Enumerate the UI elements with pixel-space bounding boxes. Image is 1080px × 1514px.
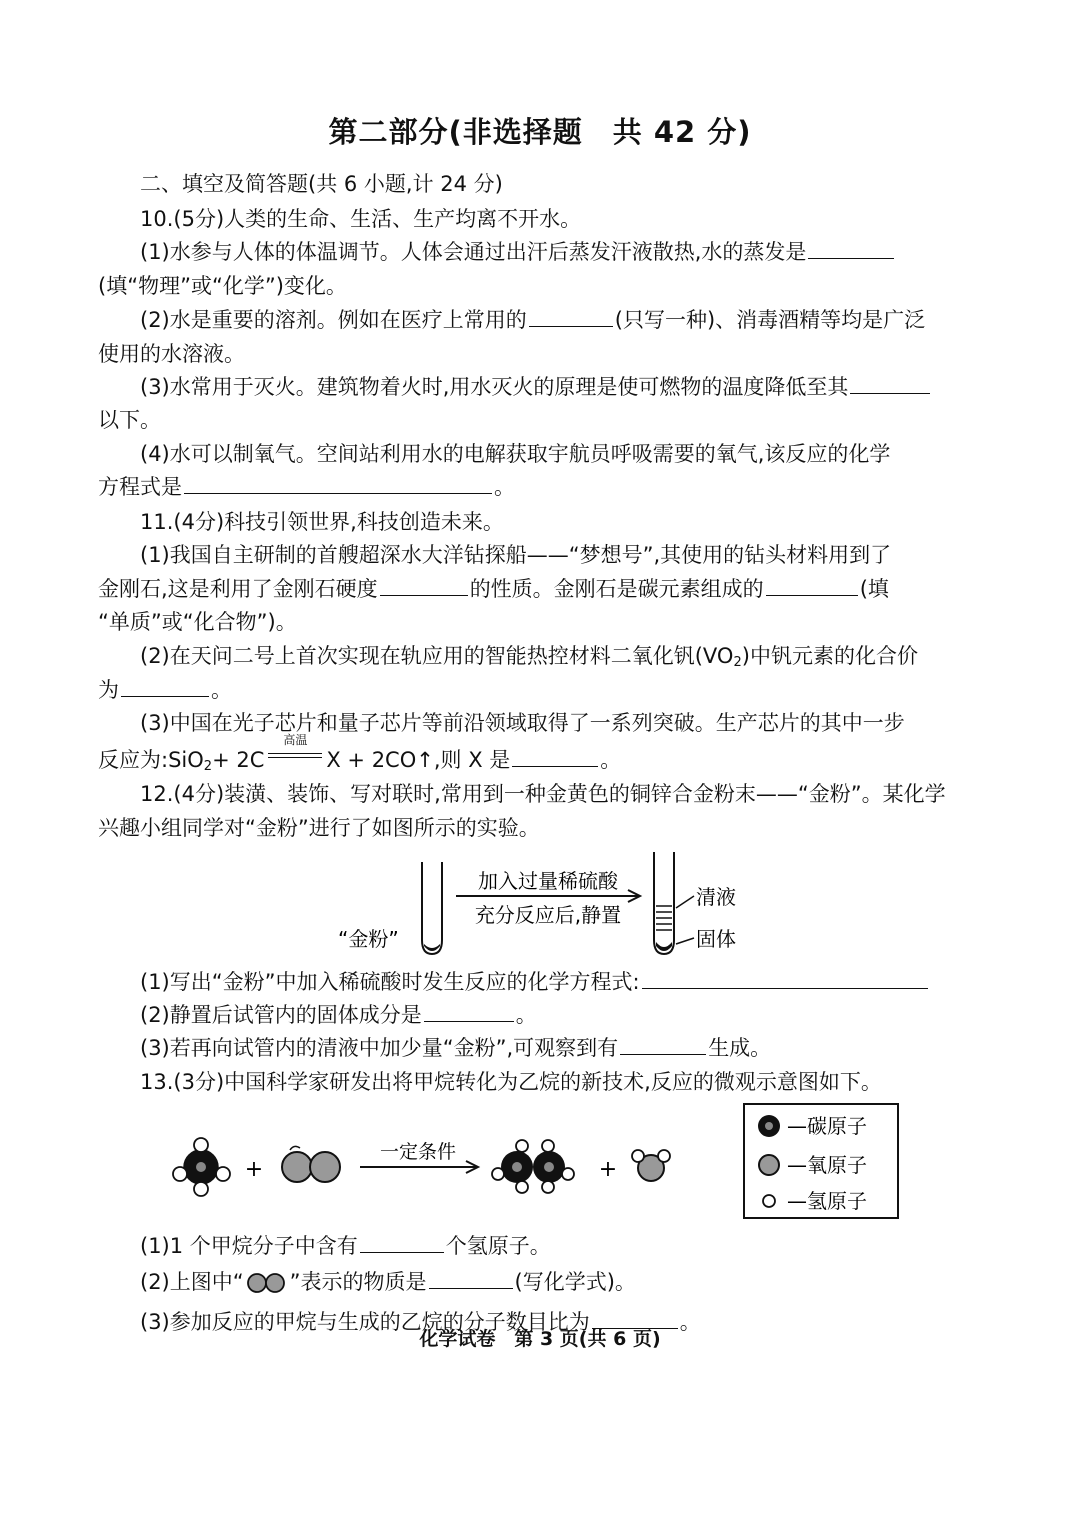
q13-p1-text-b: 个氢原子。 [445, 1234, 551, 1258]
water-molecule [632, 1150, 670, 1181]
q13-p2-text-c: (写化学式)。 [514, 1270, 636, 1294]
q11-p2-period: 。 [211, 678, 232, 702]
label-clear-liquid: 清液 [696, 885, 736, 909]
q10-p3-line2: 以下。 [98, 408, 161, 432]
q11-p3-subscript: 2 [203, 759, 213, 774]
page-footer: 化学试卷 第 3 页(共 6 页) [419, 1328, 661, 1350]
q13-p2-text-b: ”表示的物质是 [289, 1270, 427, 1294]
plus-sign-1: + [244, 1157, 264, 1182]
inline-oxygen-molecule-icon [244, 1271, 290, 1293]
q10-stem: 10.(5分)人类的生命、生活、生产均离不开水。 [140, 207, 582, 231]
q11-p3-line1: (3)中国在光子芯片和量子芯片等前沿领域取得了一系列突破。生产芯片的其中一步 [140, 711, 905, 735]
q11-p1-line3: “单质”或“化合物”)。 [98, 610, 297, 634]
q10-p4-text: 方程式是 [98, 475, 182, 499]
q11-p1-text-b: 的性质。金刚石是碳元素组成的 [469, 577, 764, 601]
q13-stem: 13.(3分)中国科学家研发出将甲烷转化为乙烷的新技术,反应的微观示意图如下。 [140, 1070, 882, 1094]
q10-p1-text: (1)水参与人体的体温调节。人体会通过出汗后蒸发汗液散热,水的蒸发是 [140, 240, 807, 264]
q12-p2-period: 。 [515, 1003, 537, 1027]
q12-p3-text: (3)若再向试管内的清液中加少量“金粉”,可观察到有 [140, 1036, 619, 1060]
q11-p3-text-a: 反应为:SiO [98, 748, 204, 772]
plus-sign-2: + [598, 1157, 618, 1182]
ethane-molecule [492, 1140, 574, 1193]
q11-p2-subscript: 2 [733, 655, 742, 670]
arrow-bottom-label: 充分反应后,静置 [474, 903, 622, 927]
section-header: 二、填空及简答题(共 6 小题,计 24 分) [140, 172, 503, 196]
q12-p1-text: (1)写出“金粉”中加入稀硫酸时发生反应的化学方程式: [140, 970, 640, 994]
legend-hydrogen-icon [763, 1195, 775, 1207]
legend-carbon-label: —碳原子 [787, 1114, 867, 1138]
q11-p2-text-b: )中钒元素的化合价 [741, 644, 918, 668]
q11-p3-text-c: X + 2CO↑,则 X 是 [326, 748, 511, 772]
q13-p2 [140, 1268, 636, 1296]
q10-p1-line2: (填“物理”或“化学”)变化。 [98, 274, 347, 298]
q13-p1-text: (1)1 个甲烷分子中含有 [140, 1234, 358, 1258]
q11-p1-text-c: (填 [859, 577, 889, 601]
q12-stem-line2: 兴趣小组同学对“金粉”进行了如图所示的实验。 [98, 816, 540, 840]
q12-stem-line1: 12.(4分)装潢、装饰、写对联时,常用到一种金黄色的铜锌合金粉末——“金粉”。某化学 [140, 782, 946, 806]
q11-p1-line1: (1)我国自主研制的首艘超深水大洋钻探船——“梦想号”,其使用的钻头材料用到了 [140, 543, 892, 567]
q10-p2-text-b: (只写一种)、消毒酒精等均是广泛 [614, 308, 926, 332]
legend-oxygen-icon [759, 1155, 779, 1175]
q11-stem: 11.(4分)科技引领世界,科技创造未来。 [140, 510, 504, 534]
oxygen-molecule [282, 1146, 340, 1182]
q11-p3-period: 。 [600, 748, 622, 772]
q10-p2-text-a: (2)水是重要的溶剂。例如在医疗上常用的 [140, 308, 527, 332]
q13-blank-2[interactable] [429, 1268, 513, 1289]
legend-hydrogen-label: —氢原子 [787, 1189, 867, 1213]
q13-p3-text: (3)参加反应的甲烷与生成的乙烷的分子数目比为 [140, 1310, 590, 1334]
legend-oxygen-label: —氧原子 [787, 1153, 867, 1177]
condition-label: 一定条件 [379, 1141, 457, 1163]
q13-p2-text-a: (2)上图中“ [140, 1270, 244, 1294]
q13-p1 [140, 1232, 551, 1260]
q10-p4-line1: (4)水可以制氧气。空间站利用水的电解获取宇航员呼吸需要的氧气,该反应的化学 [140, 442, 891, 466]
q10-p4-period: 。 [494, 475, 515, 499]
q13-p3-period: 。 [679, 1310, 701, 1334]
q10-p3-text: (3)水常用于灭火。建筑物着火时,用水灭火的原理是使可燃物的温度降低至其 [140, 375, 849, 399]
q11-p2-text-c: 为 [98, 678, 119, 702]
q12-p3-text-b: 生成。 [708, 1036, 772, 1060]
q11-p2-text-a: (2)在天问二号上首次实现在轨应用的智能热控材料二氧化钒(VO [140, 644, 734, 668]
q11-p3-text-b: + 2C [212, 748, 265, 772]
methane-molecule [173, 1138, 230, 1196]
high-temp-label: 高温 [283, 733, 308, 747]
q11-p1-text-a: 金刚石,这是利用了金刚石硬度 [98, 577, 378, 601]
label-solid: 固体 [696, 927, 736, 951]
part-title: 第二部分(非选择题 共 42 分) [328, 115, 752, 149]
label-gold-powder: “金粉” [338, 927, 399, 951]
q13-blank-1[interactable] [360, 1232, 444, 1253]
q10-p2-line2: 使用的水溶液。 [98, 342, 245, 366]
q12-p2-text: (2)静置后试管内的固体成分是 [140, 1003, 422, 1027]
arrow-top-label: 加入过量稀硫酸 [478, 869, 618, 893]
